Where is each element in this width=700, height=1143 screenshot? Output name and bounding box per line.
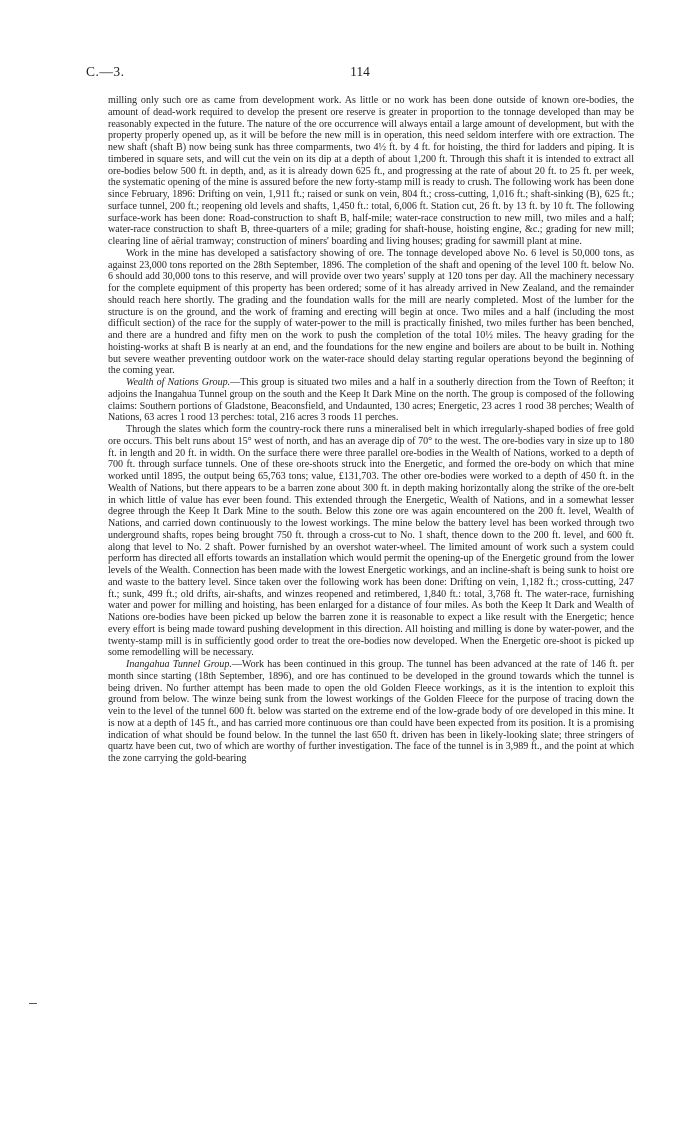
document-reference: C.—3. <box>86 64 125 79</box>
paragraph-mine-development: Work in the mine has developed a satisfactory showing of ore. The tonnage developed above No. 6 level is 50,000 tons, as against 23,000 tons reported on the 28th September, 1896. The completion of the shaft and opening of the level 100 ft. below No. 6 should add 30,000 tons to this reserve, and will provide over two years' supply at 120 tons per day. All the machinery necessary for the complete equipment of this property has been ordered; some of it has already arrived in New Zealand, and the remainder should reach here shortly. The grading and the foundation walls for the mill are nearly completed. Most of the lumber for the structure is on the ground, and the work of framing and erecting will begin at once. Two miles and a half (including the most difficult section) of the race for the supply of water-power to the mill is practically finished, two miles further has been benched, and there are a hundred and fifty men on the work to push the completion of the total 10½ miles. The heavy grading for the hoisting-works at shaft B is nearly at an end, and the foundations for the new engine and boilers are about to be built in. Nothing but severe weather preventing outdoor work on the water-race should delay starting regular operations beyond the beginning of the coming year. <box>108 247 634 377</box>
paragraph-text: —Work has been continued in this group. The tunnel has been advanced at the rate of 146 ft. per month since starting (18th September, 1896), and ore has continued to be developed in the ground towards which the tunnel is being driven. No further attempt has been made to open the old Golden Fleece workings, as it is the intention to exploit this ground from below. The winze being sunk from the lowest workings of the Golden Fleece for the purpose of tracing down the vein to the level of the tunnel 600 ft. below was started on the extreme end of the low-grade body of ore developed in this mine. It is now at a depth of 145 ft., and has carried more continuous ore than could have been expected from its position. It is a promising indication of what should be found below. In the tunnel the last 650 ft. driven has been in likely-looking slate; three stringers of quartz have been cut, two of which are worthy of further investigation. The face of the tunnel is in 3,989 ft., and the point at which the zone carrying the gold-bearing <box>108 659 634 764</box>
section-heading-inangahua-tunnel: Inangahua Tunnel Group. <box>126 659 232 670</box>
paragraph-text: —This group is situated two miles and a half in a southerly direction from the Town of Reefton; it adjoins the Inangahua Tunnel group on the south and the Keep It Dark Mine on the north. The group is composed of the following claims: Southern portions of Gladstone, Beaconsfield, and Undaunted, 130 acres; Energetic, 23 acres 1 rood 38 perches; Wealth of Nations, 63 acres 1 rood 13 perches: total, 216 acres 3 roods 11 perches. <box>108 377 634 424</box>
paragraph-mineralised-belt: Through the slates which form the country-rock there runs a mineralised belt in which irregularly-shaped bodies of free gold ore occurs. This belt runs about 15° west of north, and has an average dip of 70° to the west. The ore-bodies vary in size up to 180 ft. in length and 20 ft. in width. On the surface there were three parallel ore-bodies in the Wealth of Nations, worked to a depth of 700 ft. through surface tunnels. One of these ore-shoots struck into the Energetic, and formed the ore-body on which that mine worked until 1895, the output being 65,763 tons; value, £131,703. The other ore-bodies were worked to a depth of 450 ft. in the Wealth of Nations, but there appears to be a barren zone about 300 ft. in depth making horizontally along the strike of the ore-belt in which little of value has ever been found. This extended through the Energetic, Wealth of Nations, and in a somewhat lesser degree through the Keep It Dark Mine to the south. Below this zone ore was again encountered on the 200 ft. level, Wealth of Nations, and carried down continuously to the lowest workings. The mine below the battery level has been worked through two underground shafts, ropes being brought 750 ft. through a cross-cut to No. 1 shaft, thence down to the 200 ft. level, and 600 ft. along that level to No. 2 shaft. Power furnished by an overshot water-wheel. The limited amount of work such a system could perform has directed all efforts towards an installation which would permit the opening-up of the Energetic ground from the lower levels of the Wealth. Connection has been made with the lowest Energetic workings, and an incline-shaft is being sunk to hoist ore and waste to the battery level. Since taken over the following work has been done: Drifting on vein, 1,182 ft.; cross-cutting, 247 ft.; sunk, 499 ft.; old drifts, air-shafts, and winzes reopened and retimbered, 1,840 ft.: total, 3,768 ft. The water-race, furnishing water and power for milling and hoisting, has been enlarged for a distance of four miles. As both the Keep It Dark and Wealth of Nations ore-bodies have been picked up below the barren zone it is reasonable to expect a like result with the Energetic; hence every effort is being made toward pushing development in this direction. All hoisting and milling is done by water-power, and the twenty-stamp mill is in sufficiently good order to treat the ore-bodies now developed. When the Energetic ore-shoot is picked up some remodelling will be necessary. <box>108 424 634 659</box>
paragraph-inangahua-tunnel <box>108 659 634 765</box>
body-text <box>108 95 634 765</box>
running-head <box>86 64 634 84</box>
section-heading-wealth-of-nations: Wealth of Nations Group. <box>126 377 231 388</box>
paragraph-wealth-of-nations <box>108 377 634 424</box>
paragraph-quartz-mine-continued: milling only such ore as came from development work. As little or no work has been done outside of known ore-bodies, the amount of dead-work required to develop the present ore reserve is greater in proportion to the tonnage developed than may be reasonably expected in the future. The nature of the ore occurrence will always entail a large amount of development, but with the property properly opened up, as it will be before the new mill is in operation, this need seldom interfere with ore extraction. The new shaft (shaft B) now being sunk has three comparments, two 4½ ft. by 4 ft. for hoisting, the third for ladders and piping. It is timbered in square sets, and will cut the vein on its dip at a depth of about 1,200 ft. Through this shaft it is intended to extract all ore-bodies below 500 ft. in depth, and, as it is already down 625 ft., and progressing at the rate of about 20 ft. to 25 ft. per week, the systematic opening of the mine is assured before the new forty-stamp mill is ready to crush. The following work has been done since February, 1896: Drifting on vein, 1,911 ft.; raised or sunk on vein, 804 ft.; cross-cutting, 1,016 ft.; shaft-sinking (B), 625 ft.; surface tunnel, 200 ft.; reopening old levels and shafts, 1,450 ft.: total, 6,006 ft. Station cut, 26 ft. by 13 ft. by 10 ft. The following surface-work has been done: Road-construction to shaft B, half-mile; water-race construction to new mill, two miles and a half; water-race construction to shaft B, three-quarters of a mile; grading for shaft-house, hoisting engine, &c.; grading for new mill; clearing line of aërial tramway; construction of miners' boarding and living houses; grading for sawmill plant at mine. <box>108 95 634 247</box>
margin-mark <box>29 1003 37 1004</box>
page-number: 114 <box>350 64 370 79</box>
